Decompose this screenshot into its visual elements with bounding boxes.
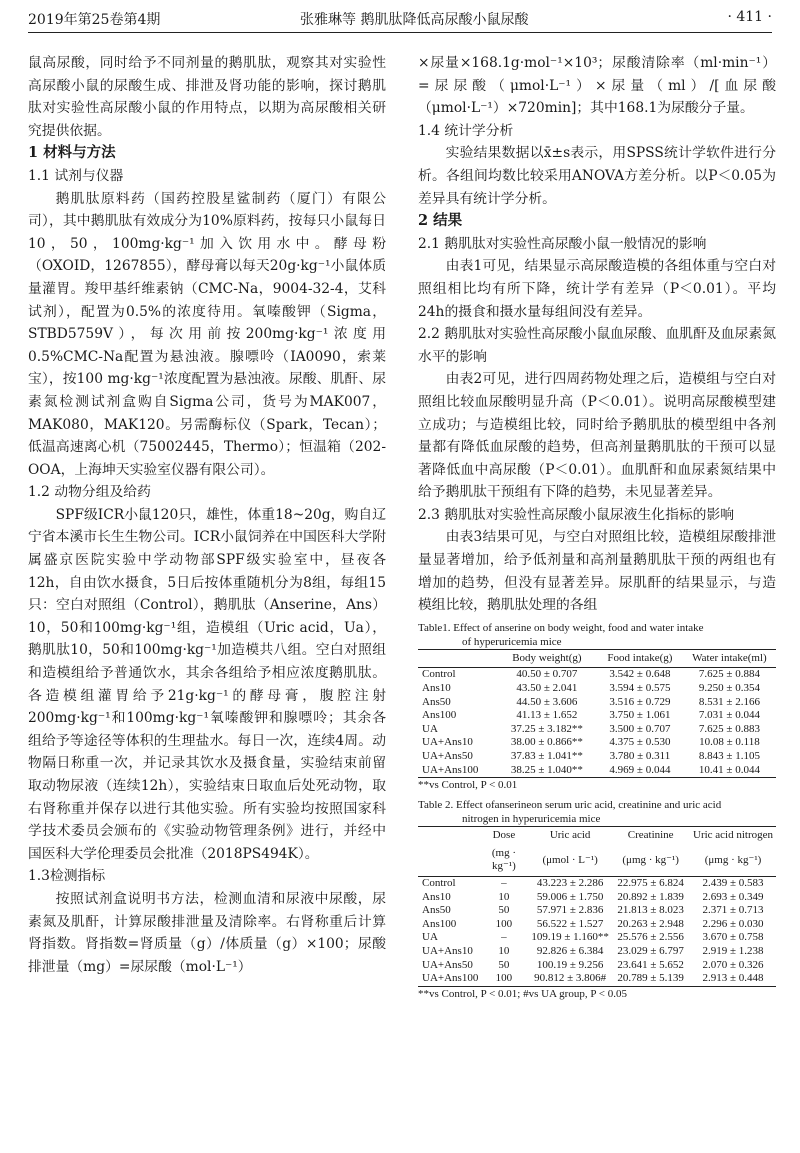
- table-cell: 10.08 ± 0.118: [699, 736, 760, 749]
- table-2-caption-line2: nitrogen in hyperuricemia mice: [462, 813, 601, 826]
- table-1-footnote: **vs Control, P < 0.01: [418, 779, 518, 792]
- table-2-grid: [418, 826, 776, 987]
- row-label-cell: Ans100: [422, 709, 457, 722]
- left-column: [28, 52, 386, 978]
- table-2-body: [418, 876, 776, 986]
- table-cell: 56.522 ± 1.527: [536, 917, 604, 930]
- table-2-unit-cell: [418, 845, 479, 877]
- table-cell: 43.223 ± 2.286: [536, 876, 604, 889]
- table-1-header-cell: Food intake(g): [597, 649, 683, 668]
- table-cell: 2.371 ± 0.713: [702, 904, 764, 917]
- table-cell: 25.576 ± 2.556: [617, 931, 684, 944]
- table-row: [418, 736, 776, 750]
- row-label-cell: Ans10: [422, 682, 451, 695]
- table-cell: 10.41 ± 0.044: [698, 763, 760, 776]
- paragraph-1-3: 按照试剂盒说明书方法，检测血清和尿液中尿酸，尿素氮及肌酐，计算尿酸排泄量及清除率。右肾称重后计算肾指数。肾指数=肾质量（g）/体质量（g）×100；尿酸排泄量（mg）=尿尿酸（mol·L⁻¹）: [28, 890, 386, 975]
- journal-issue: 2019年第25卷第4期: [28, 12, 161, 28]
- table-cell: 2.070 ± 0.326: [702, 958, 764, 971]
- table-cell: 3.780 ± 0.311: [609, 750, 671, 762]
- table-row: [418, 959, 776, 973]
- table-2-unit-cell: (μmol · L⁻¹): [529, 845, 611, 877]
- table-cell: 3.542 ± 0.648: [609, 668, 671, 681]
- row-label-cell: Ans100: [422, 917, 457, 930]
- subsection-heading-1-4: 1.4 统计学分析: [418, 122, 514, 139]
- table-cell: 23.029 ± 6.797: [617, 944, 684, 957]
- table-row: [418, 696, 776, 710]
- table-row: [418, 750, 776, 764]
- table-1: [418, 621, 776, 792]
- table-1-caption-line2: of hyperuricemia mice: [462, 635, 562, 648]
- paragraph-1-2: SPF级ICR小鼠120只，雄性，体重18~20g，购自辽宁省本溪市长生生物公司。ICR小鼠饲养在中国医科大学附属盛京医院实验中学动物部SPF级实验室中，昼夜各12h，自由饮水摄食，5日后按体重随机分为8组，每组15只：空白对照组（Control），鹅肌肽（Anserine，Ans）10，50和100mg·kg⁻¹组，造模组（Uric acid，Ua），鹅肌肽10，50和100mg·kg⁻¹加造模共八组。空白对照组和造模组给予普通饮水，其余各组给予相应浓度鹅肌肽。各造模组灌胃给予21g·kg⁻¹的酵母膏，腹腔注射200mg·kg⁻¹和100mg·kg⁻¹氧嗪酸钾和腺嘌呤；其余各组给予等途径等体积的生理盐水。每日一次，连续4周。动物隔日称重一次，并记录其饮水及摄食量，实验结束前留取动物尿液（连续12h），实验结束日取血后处死动物，取右肾称重并保存以进行其他实验。所有实验均按照国家科学技术委员会颁布的《实验动物管理条例》进行，并经中国医科大学伦理委员会批准（2018PS494K）。: [28, 506, 386, 862]
- table-cell: 3.670 ± 0.758: [702, 931, 764, 944]
- table-cell: 22.975 ± 6.824: [617, 876, 684, 889]
- table-cell: 50: [498, 958, 510, 971]
- table-2-footnote: **vs Control, P < 0.01; #vs UA group, P < 0.05: [418, 987, 627, 1000]
- table-cell: 23.641 ± 5.652: [617, 958, 684, 971]
- table-2-header-cell: Uric acid nitrogen: [693, 829, 774, 842]
- row-label-cell: UA+Ans100: [422, 972, 479, 985]
- table-row: [418, 918, 776, 932]
- table-cell: 2.296 ± 0.030: [702, 917, 764, 930]
- table-cell: 9.250 ± 0.354: [698, 682, 760, 695]
- paragraph-1-1: 鹅肌肽原料药（国药控股星鲨制药（厦门）有限公司），其中鹅肌肽有效成分为10%原料药，按每只小鼠每日10，50，100mg·kg⁻¹加入饮用水中。酵母粉（OXOID，1267855），酵母膏以每天20g·kg⁻¹小鼠体质量灌胃。羧甲基纤维素钠（CMC-Na，9004-32-4，艾科试剂），配置为0.5%的浓度待用。氧嗪酸钾（Sigma，STBD5759V），每次用前按200mg·kg⁻¹浓度用0.5%CMC-Na配置为悬浊液。腺嘌呤（IA0090，索莱宝），按100 mg·kg⁻¹浓度配置为悬浊液。尿酸、肌酐、尿素氮检测试剂盒购自Sigma公司，货号为MAK007，MAK080，MAK120。另需酶标仪（Spark，Tecan）；低温高速离心机（75002445，Thermo）；恒温箱（202-OOA，上海坤天实验室仪器有限公司）。: [28, 190, 386, 478]
- table-row: [418, 931, 776, 945]
- table-cell: 44.50 ± 3.606: [516, 695, 578, 708]
- table-cell: 59.006 ± 1.750: [536, 890, 604, 903]
- table-cell: 100: [495, 972, 513, 985]
- table-cell: 8.843 ± 1.105: [698, 750, 760, 762]
- row-label-cell: UA+Ans100: [422, 763, 479, 776]
- paragraph-1-3-continued: ×尿量×168.1g·mol⁻¹×10³；尿酸清除率（ml·min⁻¹）=尿尿酸（μmol·L⁻¹）×尿量（ml）/[血尿酸（μmol·L⁻¹）×720min]；其中168.1为尿酸分子量。: [418, 55, 776, 117]
- table-row: [418, 945, 776, 959]
- table-1-header-cell: Water intake(ml): [683, 649, 776, 668]
- row-label-cell: Ans50: [422, 904, 451, 917]
- table-cell: 2.919 ± 1.238: [702, 944, 764, 957]
- table-cell: 7.625 ± 0.884: [698, 668, 760, 681]
- row-label-cell: Control: [422, 668, 456, 681]
- table-cell: 50: [498, 904, 510, 917]
- table-cell: 3.516 ± 0.729: [609, 695, 671, 708]
- table-2-unit-cell: (μmg · kg⁻¹): [611, 845, 690, 877]
- paragraph-2-1: 由表1可见，结果显示高尿酸造模的各组体重与空白对照组相比均有所下降，统计学有差异（P＜0.01）。平均24h的摄食和摄水量每组间没有差异。: [418, 258, 776, 320]
- table-1-caption: [418, 621, 776, 649]
- table-cell: 7.625 ± 0.883: [698, 722, 760, 735]
- table-row: [418, 682, 776, 696]
- table-row: [418, 876, 776, 890]
- table-2-header-cell: Uric acid: [549, 829, 591, 842]
- table-row: [418, 709, 776, 723]
- subsection-heading-2-2: 2.2 鹅肌肽对实验性高尿酸小鼠血尿酸、血肌酐及血尿素氮水平的影响: [418, 326, 776, 365]
- running-header: [28, 0, 772, 33]
- subsection-heading-1-3: 1.3检测指标: [28, 868, 106, 885]
- row-label-cell: UA: [422, 722, 438, 735]
- table-cell: 3.750 ± 1.061: [609, 709, 671, 722]
- table-cell: 2.439 ± 0.583: [702, 876, 764, 889]
- table-cell: 90.812 ± 3.806#: [534, 972, 607, 985]
- table-cell: 38.25 ± 1.040**: [510, 763, 583, 776]
- table-2: [418, 798, 776, 1001]
- table-cell: 7.031 ± 0.044: [698, 709, 760, 722]
- table-2-header-cell: Dose: [492, 829, 516, 842]
- table-1-caption-line1: Table1. Effect of anserine on body weight, food and water intake: [418, 621, 704, 634]
- table-row: [418, 668, 776, 682]
- table-cell: 100.19 ± 9.256: [536, 958, 604, 971]
- table-2-caption-line1: Table 2. Effect ofanserineon serum uric acid, creatinine and uric acid: [418, 799, 722, 812]
- table-cell: 2.693 ± 0.349: [702, 890, 764, 903]
- paragraph-2-3: 由表3结果可见，与空白对照组比较，造模组尿酸排泄量显著增加，给予低剂量和高剂量鹅肌肽干预的两组也有增加的趋势，但没有显著差异。尿肌酐的结果显示，与造模组比较，鹅肌肽处理的各组: [418, 529, 776, 614]
- table-cell: –: [501, 931, 507, 944]
- table-2-unit-row: [418, 845, 776, 877]
- section-heading-results: 2 结果: [418, 212, 463, 230]
- table-cell: 37.25 ± 3.182**: [510, 722, 583, 735]
- subsection-heading-1-2: 1.2 动物分组及给药: [28, 484, 151, 501]
- table-cell: 8.531 ± 2.166: [698, 695, 760, 708]
- table-2-unit-cell: (μmg · kg⁻¹): [690, 845, 776, 877]
- table-row: [418, 904, 776, 918]
- table-cell: 4.969 ± 0.044: [609, 763, 671, 776]
- table-2-caption: [418, 798, 776, 826]
- table-1-header-cell: [418, 649, 497, 668]
- subsection-heading-2-3: 2.3 鹅肌肽对实验性高尿酸小鼠尿液生化指标的影响: [418, 506, 735, 523]
- table-1-grid: [418, 649, 776, 778]
- table-cell: 4.375 ± 0.530: [609, 736, 671, 749]
- table-2-unit-cell: (mg · kg⁻¹): [479, 845, 529, 877]
- table-cell: 20.263 ± 2.948: [617, 917, 684, 930]
- row-label-cell: UA+Ans10: [422, 944, 473, 957]
- row-label-cell: Ans10: [422, 890, 451, 903]
- table-1-header-row: [418, 649, 776, 668]
- subsection-heading-1-1: 1.1 试剂与仪器: [28, 167, 124, 184]
- row-label-cell: Control: [422, 876, 456, 889]
- table-row: [418, 972, 776, 986]
- table-2-header-cell: Creatinine: [627, 829, 674, 842]
- table-cell: 43.50 ± 2.041: [516, 682, 578, 695]
- table-cell: 10: [498, 944, 510, 957]
- table-cell: 92.826 ± 6.384: [536, 944, 604, 957]
- table-2-header-cell: [418, 827, 479, 845]
- table-cell: 38.00 ± 0.866**: [510, 736, 583, 749]
- table-cell: 3.500 ± 0.707: [609, 722, 671, 735]
- table-row: [418, 723, 776, 737]
- row-label-cell: UA+Ans50: [422, 958, 473, 971]
- row-label-cell: UA: [422, 931, 438, 944]
- page-number: · 411 ·: [727, 9, 772, 25]
- table-cell: 37.83 ± 1.041**: [510, 750, 583, 762]
- table-cell: 109.19 ± 1.160**: [531, 931, 609, 944]
- row-label-cell: Ans50: [422, 695, 451, 708]
- paragraph-1-4: 实验结果数据以x̄±s表示，用SPSS统计学软件进行分析。各组间均数比较采用ANOVA方差分析。以P＜0.05为差异具有统计学分析。: [418, 145, 776, 207]
- intro-paragraph: 鼠高尿酸，同时给予不同剂量的鹅肌肽，观察其对实验性高尿酸小鼠的尿酸生成、排泄及肾功能的影响，探讨鹅肌肽对实验性高尿酸小鼠的作用特点，以期为高尿酸相关研究提供依据。: [28, 55, 386, 139]
- table-cell: 57.971 ± 2.836: [536, 904, 604, 917]
- subsection-heading-2-1: 2.1 鹅肌肽对实验性高尿酸小鼠一般情况的影响: [418, 235, 707, 252]
- table-cell: 10: [498, 890, 510, 903]
- table-cell: 21.813 ± 8.023: [617, 904, 684, 917]
- table-row: [418, 764, 776, 778]
- table-cell: 100: [495, 917, 513, 930]
- table-cell: 40.50 ± 0.707: [516, 668, 578, 681]
- table-cell: 20.892 ± 1.839: [617, 890, 684, 903]
- table-row: [418, 891, 776, 905]
- table-1-body: [418, 668, 776, 778]
- table-cell: 3.594 ± 0.575: [609, 682, 671, 695]
- table-2-header-row: [418, 827, 776, 845]
- table-cell: 20.789 ± 5.139: [617, 972, 684, 985]
- right-column: [418, 52, 776, 1001]
- row-label-cell: UA+Ans10: [422, 736, 473, 749]
- table-cell: –: [501, 876, 507, 889]
- section-heading-methods: 1 材料与方法: [28, 144, 116, 162]
- table-cell: 2.913 ± 0.448: [702, 972, 764, 985]
- table-cell: 41.13 ± 1.652: [516, 709, 578, 722]
- table-1-header-cell: Body weight(g): [497, 649, 597, 668]
- row-label-cell: UA+Ans50: [422, 750, 473, 762]
- running-title: 张雅琳等 鹅肌肽降低高尿酸小鼠尿酸: [300, 12, 529, 28]
- paragraph-2-2: 由表2可见，进行四周药物处理之后，造模组与空白对照组比较血尿酸明显升高（P＜0.01）。说明高尿酸模型建立成功；与造模组比较，同时给予鹅肌肽的模型组中各剂量都有降低血尿酸的趋势，但高剂量鹅肌肽的干预可以显著降低血中高尿酸（P＜0.01）。血肌酐和血尿素氮结果中给予鹅肌肽干预组有下降的趋势，未见显著差异。: [418, 371, 776, 501]
